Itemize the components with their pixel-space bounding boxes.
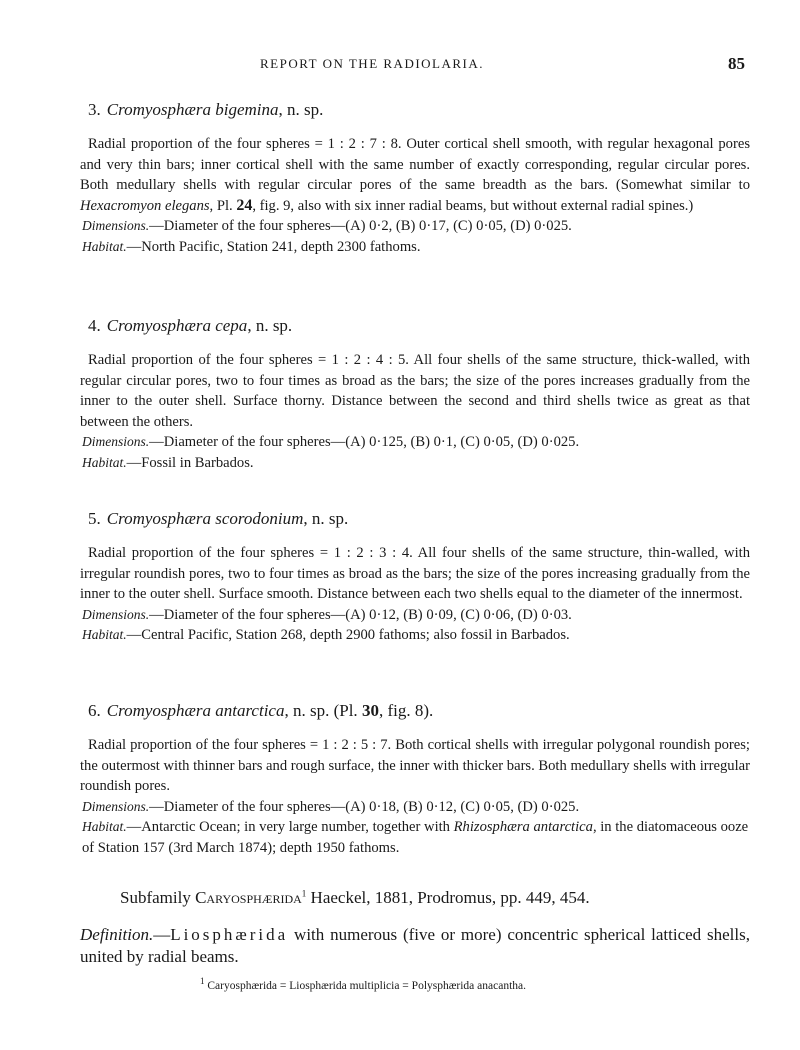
species-description: Radial proportion of the four spheres = 1 : 2 : 4 : 5. All four shells of the same structure, thick-walled, with regular circular pores, two to four times as broad as the bars; the size of the pores increases gradually from the inner to the outer shell. Surface thorny. Distance between the second and third shells twice as great as that between the others. — [80, 352, 750, 430]
page-number: 85 — [728, 54, 745, 73]
dimensions-label: Dimensions. — [82, 606, 150, 622]
species-suffix: , n. sp. (Pl. — [284, 701, 362, 720]
subfamily-heading — [120, 888, 590, 908]
desc-text: , fig. 9, also with six inner radial beams, but without external radial spines.) — [252, 197, 694, 214]
species-name: Cromyosphæra bigemina — [106, 100, 279, 119]
dimensions-value: —Diameter of the four spheres—(A) 0·2, (B) 0·17, (C) 0·05, (D) 0·025. — [149, 218, 572, 234]
species-entry-6 — [80, 701, 750, 858]
species-description: Radial proportion of the four spheres = 1 : 2 : 5 : 7. Both cortical shells with irregular polygonal roundish pores; the outermost with thinner bars and rough surface, the inner with thicker bars. Both medullary shells with irregular roundish pores. — [80, 737, 750, 794]
habitat-label: Habitat. — [82, 627, 127, 642]
species-suffix: , n. sp. — [278, 100, 324, 119]
plate-number: 30 — [361, 701, 379, 720]
habitat-value: —North Pacific, Station 241, depth 2300 fathoms. — [126, 238, 421, 255]
dimensions-label: Dimensions. — [82, 218, 150, 233]
habitat-label: Habitat. — [82, 238, 127, 254]
subfamily-citation: Haeckel, 1881, Prodromus, pp. 449, 454. — [306, 888, 590, 907]
running-header — [0, 56, 800, 80]
subfamily-prefix: Subfamily — [120, 888, 196, 907]
definition-paragraph — [80, 924, 750, 968]
definition-text: with numerous (five or more) concentric spherical latticed shells, united by radial beams. — [80, 925, 750, 966]
species-description: Radial proportion of the four spheres = 1 : 2 : 3 : 4. All four shells of the same structure, thin-walled, with irregular roundish pores, two to four times as broad as the bars; the size of the pores increasing gradually from the inner to the outer shell. Surface smooth. Distance between each two shells equal to the diameter of the innermost. — [80, 545, 750, 602]
desc-text: , Pl. — [209, 197, 237, 214]
dimensions-line — [80, 605, 750, 626]
species-name: Cromyosphæra cepa — [106, 316, 248, 335]
species-suffix: , n. sp. — [247, 316, 293, 335]
species-heading — [88, 316, 750, 336]
habitat-line — [80, 625, 750, 646]
habitat-value: —Antarctic Ocean; in very large number, together with — [126, 819, 454, 835]
dimensions-label: Dimensions. — [82, 798, 150, 814]
plate-number: 24 — [236, 196, 253, 214]
species-suffix: , n. sp. — [303, 509, 349, 528]
footnote-ref: 1 — [301, 888, 307, 899]
habitat-line — [80, 453, 750, 474]
species-name: Cromyosphæra scorodonium — [106, 509, 304, 528]
species-name: Cromyosphæra antarctica — [106, 701, 285, 720]
species-entry-4 — [80, 316, 750, 473]
running-title: REPORT ON THE RADIOLARIA. — [260, 56, 485, 71]
species-heading — [88, 701, 750, 721]
dimensions-value: —Diameter of the four spheres—(A) 0·125, (B) 0·1, (C) 0·05, (D) 0·025. — [149, 434, 580, 450]
species-heading — [88, 100, 750, 120]
desc-text: Radial proportion of the four spheres = 1 : 2 : 7 : 8. Outer cortical shell smooth, with regular hexagonal pores and very thin bars; inner cortical shell with the same number of exactly corresponding, regular circular pores. Both medullary shells with regular circular pores of the same breadth as the bars. (Somewhat similar to — [80, 136, 750, 193]
definition-label: Definition. — [80, 925, 154, 944]
species-number: 3. — [88, 100, 101, 119]
habitat-value: , in the diatomaceous ooze of Station 157 (3rd March 1874); depth 1950 fathoms. — [82, 819, 749, 856]
definition-term: Liosphærida — [170, 925, 289, 944]
habitat-value: —Fossil in Barbados. — [126, 454, 254, 471]
subfamily-name: Caryosphærida — [195, 888, 302, 907]
dimensions-value: —Diameter of the four spheres—(A) 0·12, (B) 0·09, (C) 0·06, (D) 0·03. — [149, 606, 572, 623]
dimensions-line — [80, 797, 750, 818]
footnote-text: Caryosphærida = Liosphærida multiplicia = Polysphærida anacantha. — [204, 979, 527, 992]
species-number: 5. — [88, 509, 101, 528]
dimensions-line — [80, 216, 750, 237]
species-suffix: , fig. 8). — [378, 701, 434, 720]
species-description — [80, 134, 750, 216]
habitat-label: Habitat. — [82, 819, 127, 834]
dimensions-line — [80, 432, 750, 453]
desc-taxon: Hexacromyon elegans — [80, 197, 210, 214]
footnote — [200, 976, 526, 992]
habitat-label: Habitat. — [82, 454, 127, 470]
habitat-taxon: Rhizosphæra antarctica — [453, 819, 593, 835]
habitat-line — [80, 817, 750, 858]
dimensions-value: —Diameter of the four spheres—(A) 0·18, (B) 0·12, (C) 0·05, (D) 0·025. — [149, 798, 580, 815]
species-heading — [88, 509, 750, 529]
habitat-line — [80, 237, 750, 258]
species-entry-3 — [80, 100, 750, 257]
habitat-value: —Central Pacific, Station 268, depth 2900 fathoms; also fossil in Barbados. — [126, 627, 570, 643]
dimensions-label: Dimensions. — [82, 434, 150, 449]
species-entry-5 — [80, 509, 750, 646]
footnote-mark: 1 — [200, 976, 205, 986]
species-number: 4. — [88, 316, 101, 335]
species-number: 6. — [88, 701, 101, 720]
definition-dash: — — [153, 925, 171, 944]
